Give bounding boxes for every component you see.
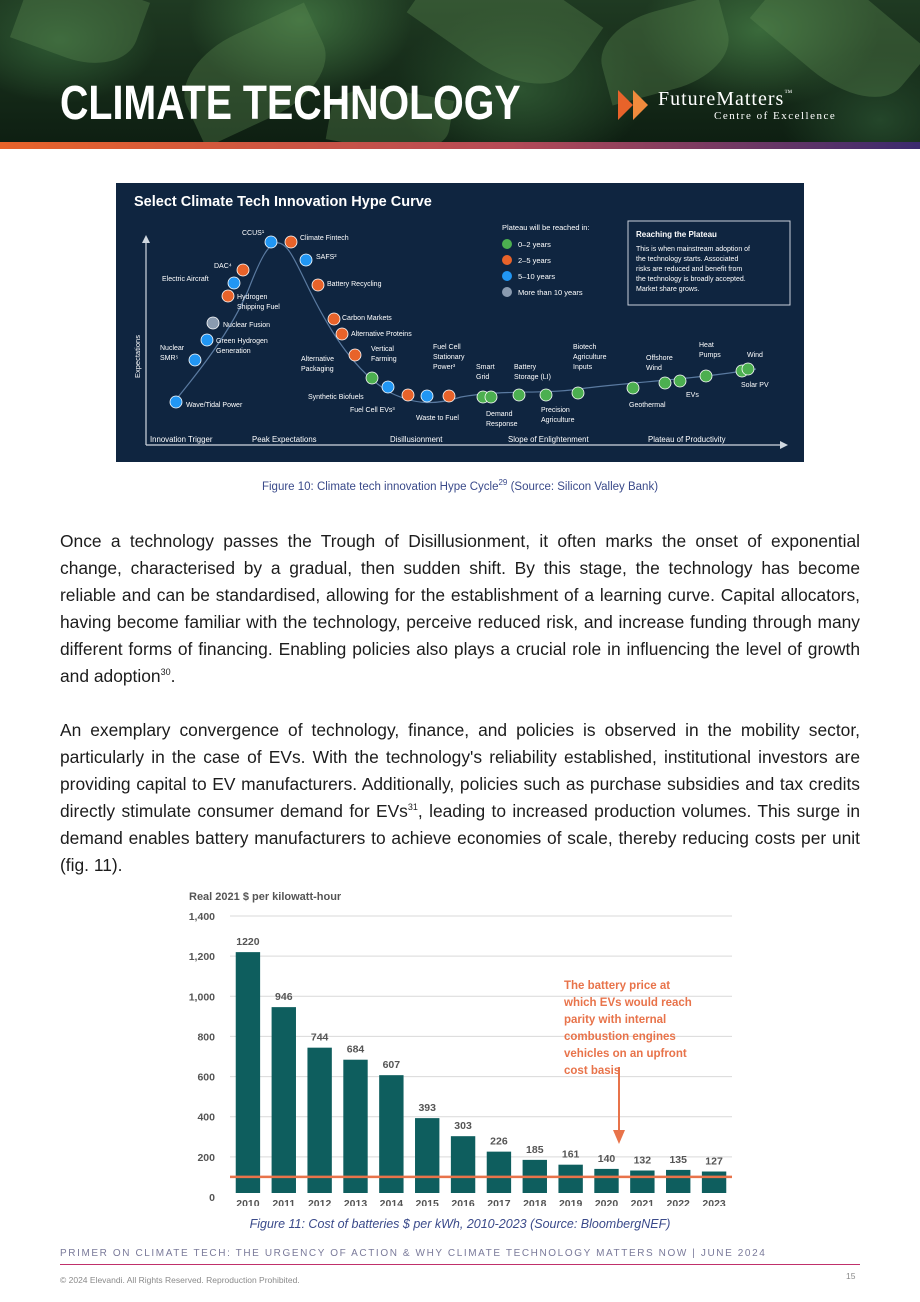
- parity-annotation-line: cost basis: [564, 1065, 621, 1077]
- plateau-box-line: the technology starts. Associated: [636, 256, 739, 263]
- chart-title: Real 2021 $ per kilowatt-hour: [189, 891, 342, 903]
- page-title: CLIMATE TECHNOLOGY: [60, 77, 521, 130]
- hype-curve-figure: [116, 183, 804, 462]
- tech-label: Climate Fintech: [300, 235, 349, 242]
- bar-2016: [451, 1136, 475, 1193]
- tech-label: Battery Recycling: [327, 281, 382, 288]
- logo-subtitle: Centre of Excellence: [714, 110, 837, 122]
- tech-label: Biotech: [573, 344, 597, 351]
- tech-label: Battery: [514, 364, 537, 371]
- bar-value-label: 684: [346, 1043, 365, 1056]
- tech-label: Packaging: [301, 366, 334, 373]
- tech-label: Generation: [216, 348, 251, 355]
- figure-10-caption: [0, 478, 920, 493]
- footer-title: PRIMER ON CLIMATE TECH: THE URGENCY OF ACTION & WHY CLIMATE TECHNOLOGY MATTERS NOW | JUNE 2024: [60, 1248, 767, 1259]
- x-tick-label: 2011: [272, 1198, 296, 1206]
- x-tick-label: 2015: [415, 1198, 439, 1206]
- bar-2013: [343, 1060, 367, 1193]
- logo-arrows-icon: [618, 90, 652, 120]
- tech-label: Pumps: [699, 352, 721, 359]
- parity-annotation-line: vehicles on an upfront: [564, 1048, 687, 1060]
- y-tick-label: 0: [209, 1192, 215, 1204]
- header-stripe: [0, 142, 920, 149]
- bar-2010: [236, 952, 260, 1193]
- tech-label: Precision: [541, 407, 570, 414]
- hype-y-label: Expectations: [133, 335, 142, 378]
- hype-title: Select Climate Tech Innovation Hype Curve: [134, 194, 432, 210]
- tech-label: Alternative: [301, 356, 335, 363]
- plateau-box-line: This is when mainstream adoption of: [636, 246, 750, 253]
- footer-divider: [60, 1264, 860, 1265]
- body-paragraph-2: An exemplary convergence of technology, finance, and policies is observed in the mobility sector, particularly in the case of EVs. With the technology's reliability established, institutional investors are providing capital to EV manufacturers. Additionally, policies such as purchase subsidies and tax credits directly stimulate consumer demand for EVs$^{31}$, leading to increased production volumes. This surge in demand enables battery manufacturers to achieve economies of scale, thereby reducing costs per unit (fig. 11).: [60, 720, 860, 875]
- tech-label: Carbon Markets: [342, 315, 392, 322]
- x-tick-label: 2017: [487, 1198, 511, 1206]
- bar-value-label: 132: [633, 1154, 652, 1167]
- x-tick-label: 2016: [451, 1198, 475, 1206]
- tech-label: Waste to Fuel: [416, 415, 459, 422]
- y-tick-label: 1,200: [188, 951, 215, 964]
- tech-label: Response: [486, 421, 518, 428]
- tech-label: Power³: [433, 364, 456, 371]
- legend-item: More than 10 years: [518, 288, 583, 297]
- x-tick-label: 2013: [343, 1198, 368, 1206]
- logo-tm: ™: [784, 88, 794, 97]
- bar-value-label: 607: [382, 1059, 401, 1072]
- tech-label: Stationary: [433, 354, 465, 361]
- tech-label: Wind: [747, 352, 763, 359]
- phase-disillusionment: Disillusionment: [390, 435, 443, 444]
- tech-label: Geothermal: [629, 402, 666, 409]
- tech-label: Vertical: [371, 346, 394, 353]
- phase-slope-enlightenment: Slope of Enlightenment: [508, 435, 589, 444]
- tech-label: Inputs: [573, 364, 593, 371]
- bar-value-label: 946: [275, 991, 293, 1004]
- bar-2015: [415, 1118, 439, 1193]
- battery-cost-chart: [186, 884, 746, 1206]
- phase-plateau-productivity: Plateau of Productivity: [648, 435, 726, 444]
- tech-label: Offshore: [646, 355, 673, 362]
- parity-annotation-line: The battery price at: [564, 980, 671, 992]
- tech-label: DAC⁴: [214, 263, 232, 270]
- plateau-box-title: Reaching the Plateau: [636, 230, 717, 239]
- tech-label: Synthetic Biofuels: [308, 394, 364, 401]
- tech-label: Nuclear: [160, 345, 185, 352]
- bar-value-label: 185: [526, 1143, 544, 1156]
- x-tick-label: 2019: [558, 1198, 583, 1206]
- futurematters-logo: [618, 88, 868, 124]
- figure-10-footnote-ref[interactable]: 29: [498, 478, 508, 487]
- tech-label: Heat: [699, 342, 714, 349]
- x-tick-label: 2018: [523, 1198, 547, 1206]
- x-tick-label: 2014: [379, 1198, 404, 1206]
- tech-label: Grid: [476, 374, 490, 381]
- legend-item: 5–10 years: [518, 272, 556, 281]
- parity-annotation-line: parity with internal: [564, 1014, 667, 1026]
- tech-label: Fuel Cell EVs³: [350, 407, 395, 414]
- parity-annotation-line: which EVs would reach: [564, 997, 692, 1009]
- footnote-ref-31[interactable]: 31: [407, 802, 418, 813]
- bar-2021: [630, 1171, 654, 1193]
- tech-label: Solar PV: [741, 382, 769, 389]
- bar-2019: [558, 1165, 582, 1193]
- bar-value-label: 127: [705, 1155, 723, 1168]
- y-tick-label: 600: [197, 1071, 215, 1084]
- tech-label: Green Hydrogen: [216, 338, 268, 345]
- legend-title: Plateau will be reached in:: [502, 223, 590, 232]
- tech-label: Electric Aircraft: [162, 276, 209, 283]
- bar-2022: [666, 1170, 690, 1193]
- page-number: 15: [846, 1271, 856, 1281]
- tech-label: Demand: [486, 411, 513, 418]
- parity-annotation-line: combustion engines: [564, 1031, 676, 1043]
- tech-label: CCUS¹: [242, 230, 265, 237]
- header-banner: [0, 0, 920, 142]
- phase-innovation-trigger: Innovation Trigger: [150, 435, 213, 444]
- tech-label: Hydrogen: [237, 294, 268, 301]
- legend-item: 2–5 years: [518, 256, 551, 265]
- figure-10-caption-source: (Source: Silicon Valley Bank): [507, 480, 659, 493]
- y-tick-label: 1,400: [188, 911, 215, 923]
- plateau-box-line: the technology is broadly accepted.: [636, 276, 746, 283]
- bar-2023: [702, 1172, 726, 1193]
- bar-value-label: 161: [561, 1148, 580, 1161]
- bar-value-label: 303: [454, 1120, 472, 1133]
- bar-value-label: 393: [418, 1102, 436, 1115]
- bar-2011: [272, 1007, 296, 1193]
- tech-label: EVs: [686, 392, 699, 399]
- battery-cost-chart-svg: [186, 884, 746, 1206]
- bar-2014: [379, 1075, 403, 1193]
- y-tick-label: 800: [197, 1031, 215, 1044]
- footnote-ref-30[interactable]: 30: [160, 667, 171, 678]
- x-tick-label: 2021: [630, 1198, 655, 1206]
- tech-label: Nuclear Fusion: [223, 322, 271, 329]
- tech-label: SAFS²: [316, 254, 337, 261]
- bar-value-label: 226: [490, 1135, 508, 1148]
- x-tick-label: 2023: [702, 1198, 726, 1206]
- bar-2020: [594, 1169, 618, 1193]
- plateau-box-line: Market share grows.: [636, 286, 700, 293]
- y-tick-label: 1,000: [188, 991, 215, 1004]
- bar-2017: [487, 1152, 511, 1193]
- tech-label: Wind: [646, 365, 662, 372]
- bar-value-label: 744: [310, 1031, 329, 1044]
- y-tick-label: 200: [197, 1151, 215, 1164]
- figure-11-caption: Figure 11: Cost of batteries $ per kWh, 2010-2023 (Source: BloombergNEF): [249, 1217, 671, 1231]
- bar-value-label: 140: [597, 1152, 616, 1165]
- tech-label: Agriculture: [541, 417, 575, 424]
- tech-label: Agriculture: [573, 354, 607, 361]
- tech-label: Wave/Tidal Power: [186, 402, 243, 409]
- bar-value-label: 135: [669, 1153, 687, 1166]
- x-tick-label: 2020: [594, 1198, 619, 1206]
- x-tick-label: 2012: [307, 1198, 332, 1206]
- tech-label: Alternative Proteins: [351, 331, 412, 338]
- x-tick-label: 2022: [666, 1198, 690, 1206]
- y-tick-label: 400: [197, 1111, 215, 1124]
- tech-label: Smart: [476, 364, 495, 371]
- hype-curve-svg: [116, 183, 804, 462]
- tech-label: Farming: [371, 356, 397, 363]
- tech-label: Storage (LI): [514, 374, 551, 381]
- body-paragraph-1: Once a technology passes the Trough of Disillusionment, it often marks the onset of exponential change, characterised by a gradual, then sudden shift. By this stage, the technology has become reliable and can be standardised, allowing for the establishment of a learning curve. Capital allocators, having become familiar with the technology, perceive reduced risk, and increase funding through many different forms of financing. Enabling policies also plays a crucial role in influencing the level of growth and adoption$^{30}$.: [60, 531, 860, 686]
- plateau-box-line: risks are reduced and benefit from: [636, 266, 743, 273]
- tech-label: Shipping Fuel: [237, 304, 280, 311]
- tech-label: SMR⁵: [160, 355, 179, 362]
- copyright: © 2024 Elevandi. All Rights Reserved. Reproduction Prohibited.: [60, 1275, 300, 1285]
- annotation-arrow-head: [613, 1130, 625, 1144]
- logo-name: FutureMatters: [658, 88, 785, 110]
- tech-label: Fuel Cell: [433, 344, 461, 351]
- x-tick-label: 2010: [236, 1198, 260, 1206]
- legend-item: 0–2 years: [518, 240, 551, 249]
- bar-value-label: 1220: [236, 936, 260, 949]
- figure-10-caption-text: Figure 10: Climate tech innovation Hype Cycle: [261, 480, 499, 493]
- bar-2012: [307, 1048, 331, 1193]
- phase-peak-expectations: Peak Expectations: [252, 435, 317, 444]
